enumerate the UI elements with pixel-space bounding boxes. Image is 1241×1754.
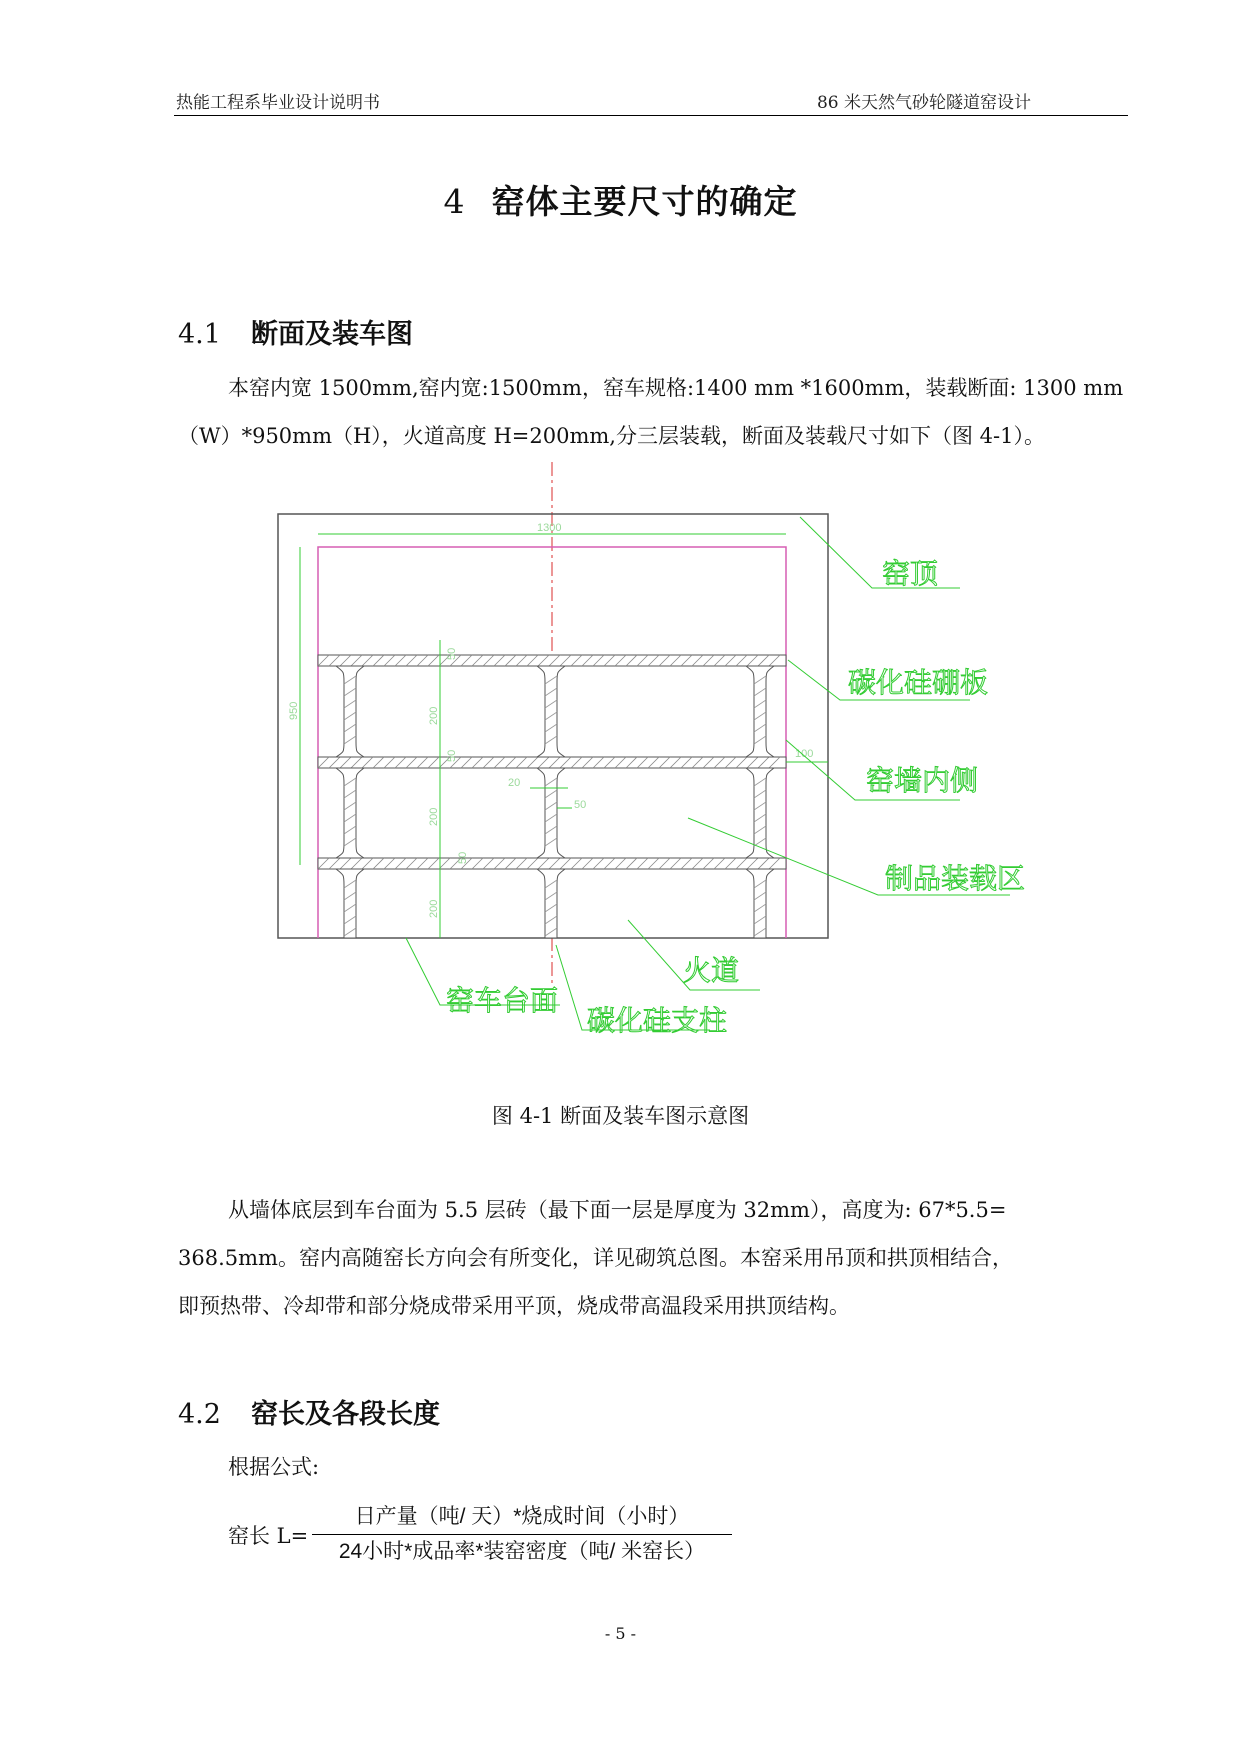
formula-label: 窑长 L=: [228, 1524, 309, 1548]
dim-layer-1: 200: [428, 706, 440, 725]
label-shelf: 碳化硅硼板: [848, 666, 989, 699]
column-center: [537, 666, 565, 938]
section-heading-4-2: [178, 1392, 440, 1431]
label-wall: 窑墙内侧: [866, 764, 979, 797]
shelf-middle: [318, 757, 786, 768]
column-left: [336, 666, 364, 938]
label-car-deck: 窑车台面: [446, 984, 559, 1017]
formula-numerator: 日产量（吨/ 天）*烧成时间（小时）: [354, 1505, 690, 1528]
section-number: 4.1: [178, 319, 221, 350]
paragraph-2-line-3: 即预热带、冷却带和部分烧成带采用平顶，烧成带高温段采用拱顶结构。: [178, 1294, 850, 1318]
dim-col-width: 20: [508, 777, 521, 789]
paragraph-2-line-1: 从墙体底层到车台面为 5.5 层砖（最下面一层是厚度为 32mm），高度为: 67*5.5=: [228, 1198, 1007, 1222]
dim-layer-2: 200: [428, 807, 440, 826]
dim-height: 950: [288, 701, 300, 720]
dim-layer-3: 200: [428, 899, 440, 918]
dim-top-width: 1300: [537, 522, 562, 534]
shelf-top: [318, 655, 786, 666]
paragraph-1-line-1: 本窑内宽 1500mm,窑内宽:1500mm，窑车规格:1400 mm *1600mm，装载断面: 1300 mm: [228, 376, 1124, 400]
label-roof: 窑顶: [882, 557, 939, 590]
label-column: 碳化硅支柱: [587, 1004, 728, 1037]
page-number: - 5 -: [604, 1624, 637, 1643]
label-flue: 火道: [683, 954, 740, 987]
paragraph-2: [178, 1186, 1148, 1330]
chapter-title-text: 窑体主要尺寸的确定: [491, 182, 798, 221]
header-right: 86 米天然气砂轮隧道窑设计: [816, 93, 1031, 113]
formula-fraction: [312, 1500, 732, 1569]
header-left: 热能工程系毕业设计说明书: [176, 93, 380, 113]
figure-caption: 图 4-1 断面及装车图示意图: [491, 1104, 750, 1128]
section-title: 断面及装车图: [250, 319, 413, 350]
formula-denominator: 24小时*成品率*装窑密度（吨/ 米窑长）: [338, 1540, 706, 1563]
paragraph-1-line-2: （W）*950mm（H），火道高度 H=200mm,分三层装载，断面及装载尺寸如下（图 4-1）。: [178, 424, 1045, 448]
dim-col-gap: 50: [574, 799, 587, 811]
paragraph-2-line-2: 368.5mm。窑内高随窑长方向会有所变化，详见砌筑总图。本窑采用吊顶和拱顶相结合，: [178, 1246, 1013, 1270]
dim-gap-top: 50: [446, 647, 458, 660]
dim-gap-low: 50: [457, 851, 469, 864]
dim-right-gap: 100: [795, 748, 814, 760]
section-number: 4.2: [178, 1399, 221, 1430]
label-load-zone: 制品装载区: [885, 862, 1026, 895]
column-right: [746, 666, 774, 938]
paragraph-3: 根据公式:: [228, 1455, 320, 1479]
shelf-bottom: [318, 858, 786, 869]
dim-gap-mid: 50: [446, 749, 458, 762]
section-title: 窑长及各段长度: [250, 1399, 440, 1430]
chapter-number: 4: [443, 182, 466, 221]
